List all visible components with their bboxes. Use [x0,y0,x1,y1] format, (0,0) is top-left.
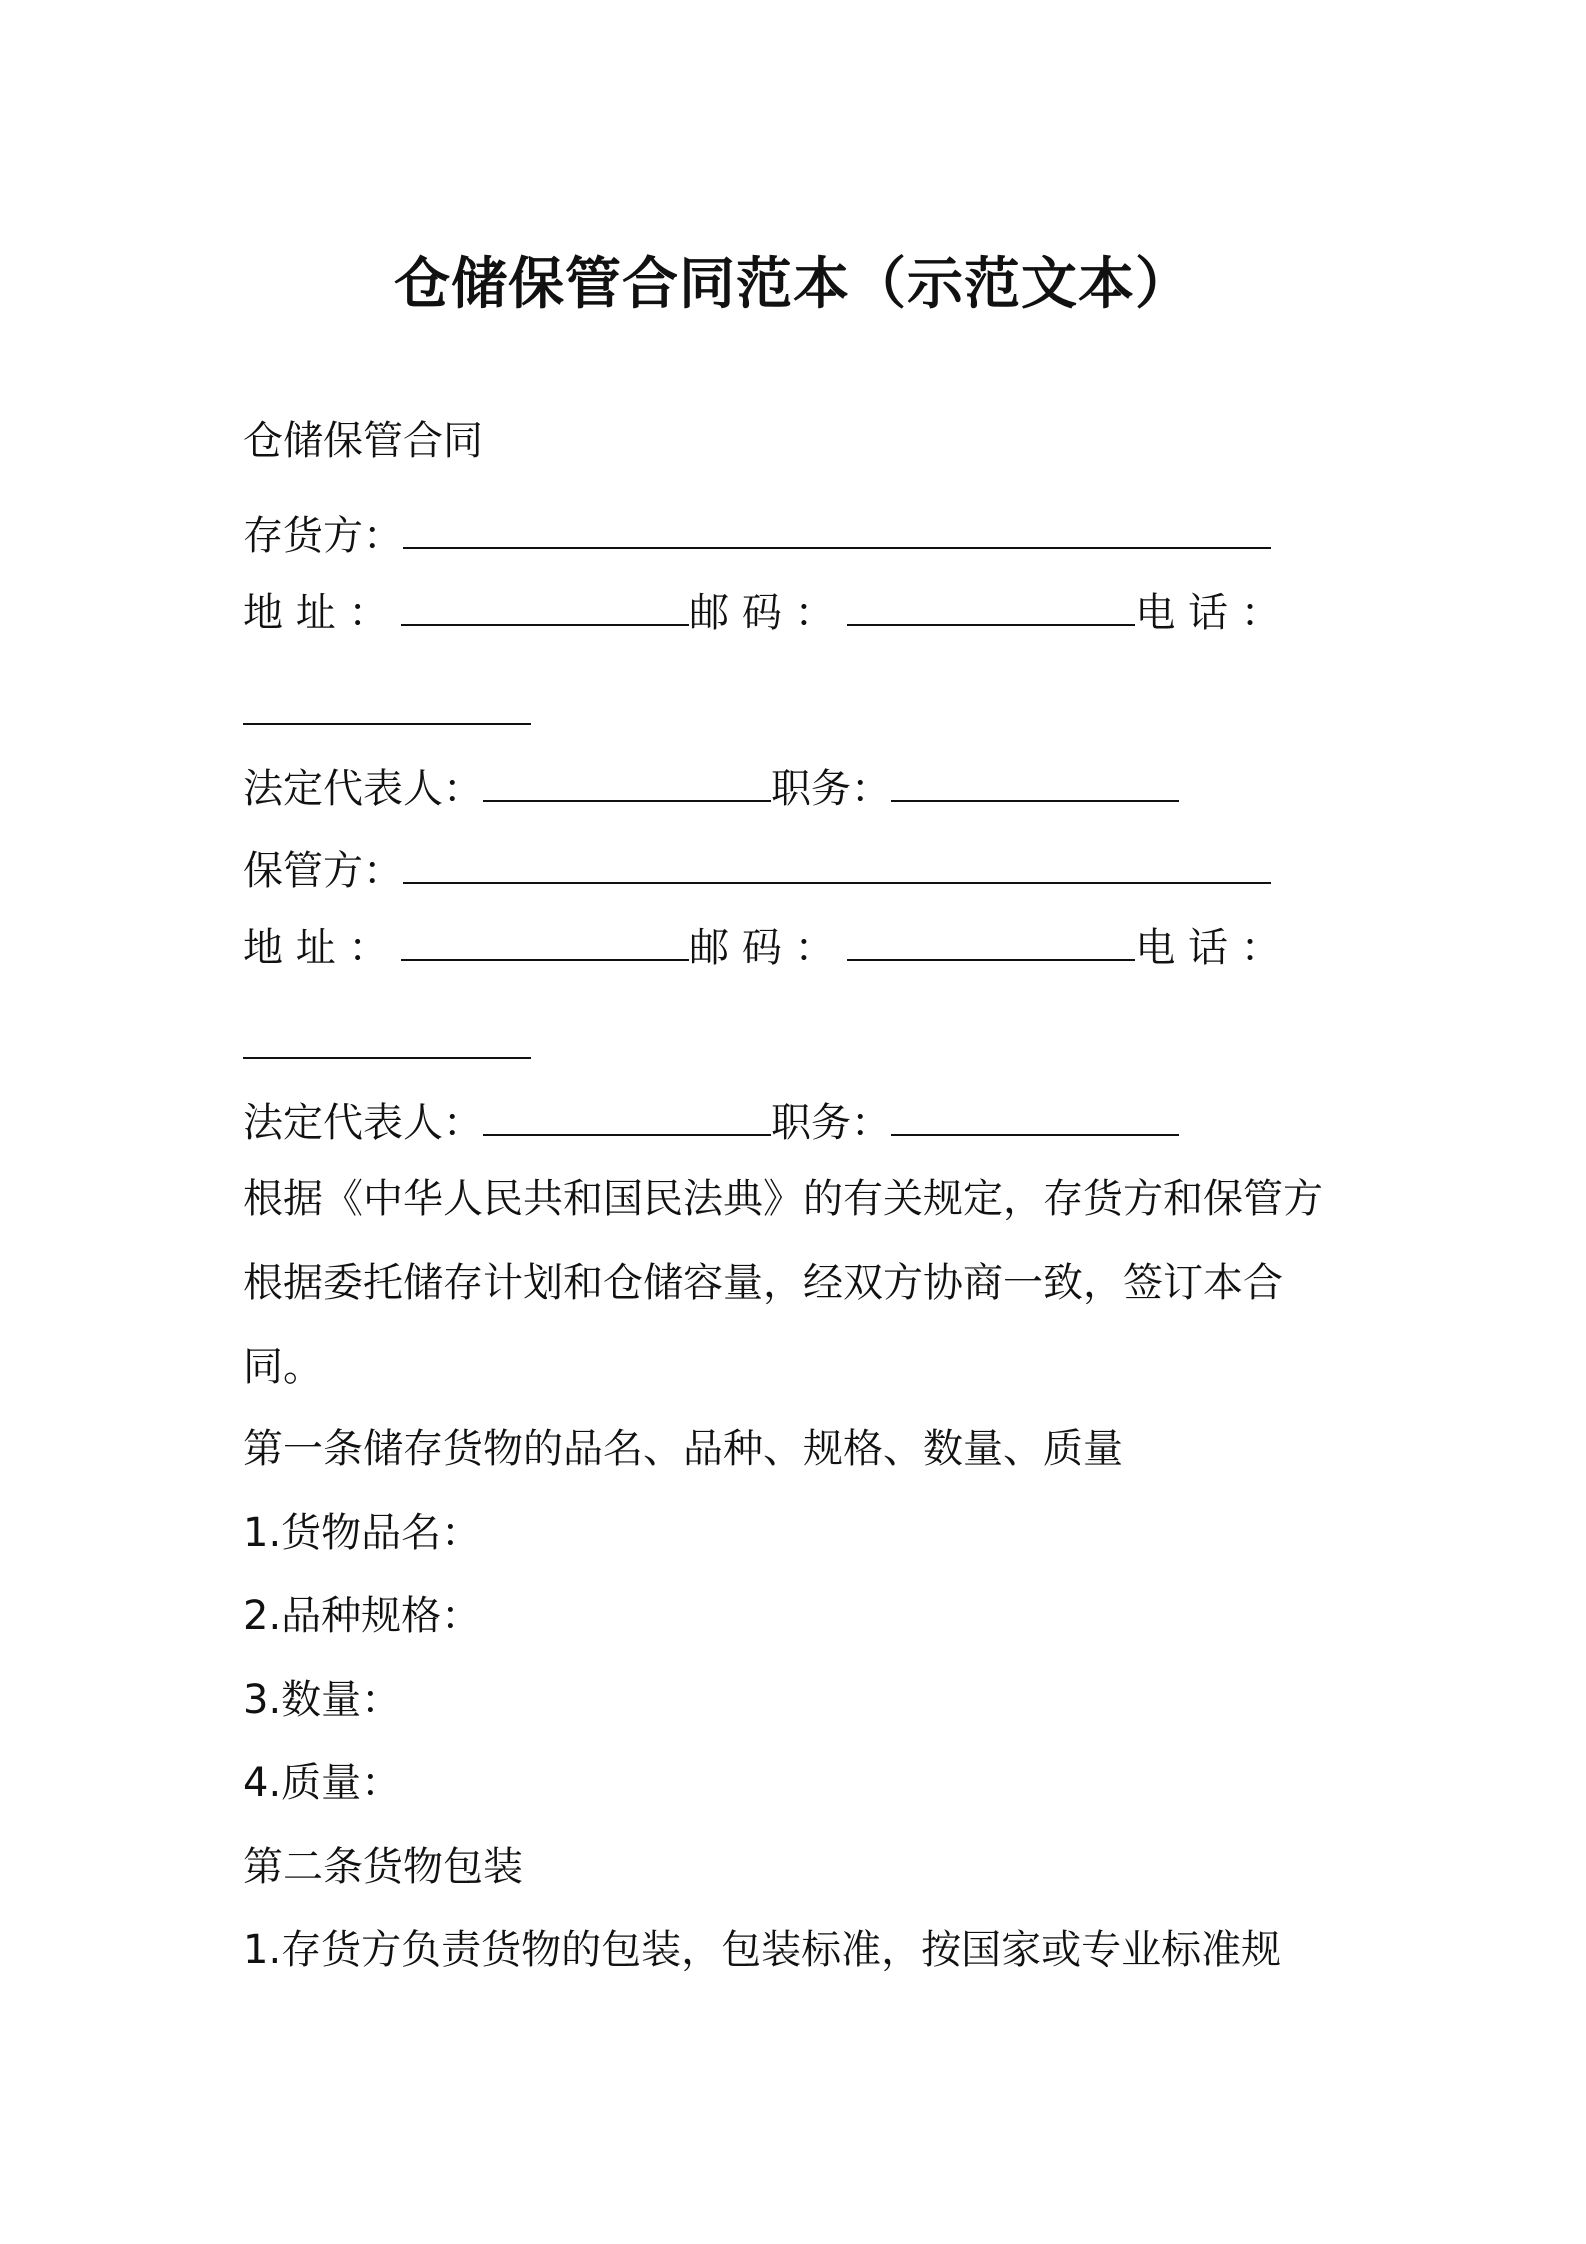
article1-title: 第一条储存货物的品名、品种、规格、数量、质量 [243,1426,1123,1472]
article1-item-name: 1.货物品名： [243,1510,482,1556]
legal-rep-label: 法定代表人： [243,1100,483,1146]
depositor-line [243,510,1271,562]
postcode-label: 邮 码 ： [689,590,835,636]
article1-item-quantity: 3.数量： [243,1677,402,1723]
depositor-blank[interactable] [403,511,1271,549]
keeper-address-line [243,922,1281,974]
keeper-rep-line [243,1097,1179,1149]
article1-item-quality: 4.质量： [243,1760,402,1806]
phone-label: 电 话 ： [1135,590,1281,636]
phone-blank[interactable] [243,687,531,725]
legal-rep-label: 法定代表人： [243,766,483,812]
depositor-label: 存货方： [243,513,403,559]
position-blank[interactable] [891,1098,1179,1136]
article1-item-spec: 2.品种规格： [243,1593,482,1639]
depositor-rep-line [243,763,1179,815]
address-blank[interactable] [401,588,689,626]
address-blank[interactable] [401,923,689,961]
postcode-blank[interactable] [847,923,1135,961]
document-title: 仓储保管合同范本（示范文本） [394,252,1192,317]
contract-subtitle: 仓储保管合同 [243,418,483,464]
postcode-blank[interactable] [847,588,1135,626]
depositor-phone-line [243,686,531,738]
article2-item1: 1.存货方负责货物的包装，包装标准，按国家或专业标准规 [243,1927,1282,1973]
keeper-blank[interactable] [403,846,1271,884]
position-label: 职务： [771,1100,891,1146]
keeper-line [243,845,1271,897]
keeper-label: 保管方： [243,848,403,894]
phone-blank[interactable] [243,1021,531,1059]
postcode-label: 邮 码 ： [689,925,835,971]
article2-title: 第二条货物包装 [243,1844,523,1890]
position-blank[interactable] [891,764,1179,802]
position-label: 职务： [771,766,891,812]
intro-paragraph: 根据《中华人民共和国民法典》的有关规定，存货方和保管方根据委托储存计划和仓储容量，经双方协商一致，签订本合同。 [243,1176,1323,1390]
phone-label: 电 话 ： [1135,925,1281,971]
legal-rep-blank[interactable] [483,1098,771,1136]
keeper-phone-line [243,1020,531,1072]
address-label: 地 址 ： [243,590,389,636]
depositor-address-line [243,587,1281,639]
address-label: 地 址 ： [243,925,389,971]
legal-rep-blank[interactable] [483,764,771,802]
